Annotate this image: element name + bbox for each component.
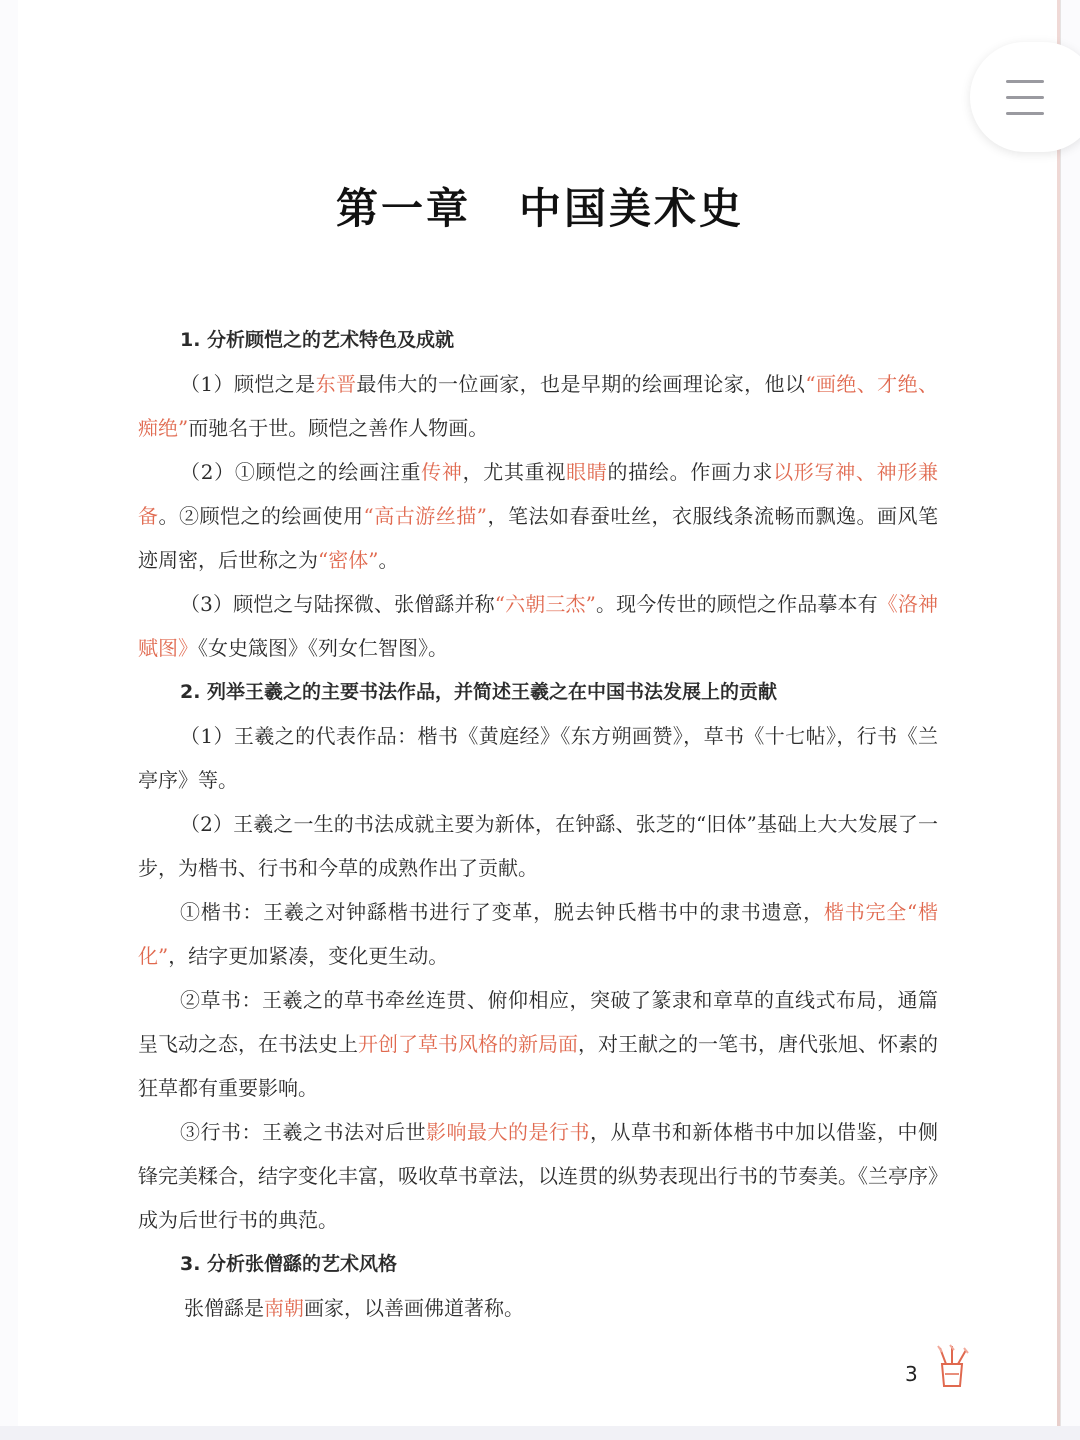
text-run: ，笔法如春蚕吐丝，衣服线条流畅而飘逸。画风笔迹周密，后世称之为 bbox=[138, 504, 939, 572]
text-run: 。现今传世的顾恺之作品摹本有 bbox=[595, 592, 878, 616]
page-content bbox=[138, 318, 938, 1330]
menu-button[interactable] bbox=[970, 42, 1080, 152]
menu-icon-bar bbox=[1006, 96, 1044, 99]
text-run: 最伟大的一位画家，也是早期的绘画理论家，他以 bbox=[356, 372, 806, 396]
text-run: ②草书：王羲之的草书牵丝连贯、俯仰相应，突破了篆隶和章草的直线式布局，通篇呈飞动之态，在书法史上 bbox=[138, 988, 938, 1056]
highlighted-text: 《洛神赋图》 bbox=[138, 592, 939, 660]
paragraph bbox=[138, 802, 938, 890]
highlighted-text: 楷书完全“楷化” bbox=[138, 900, 939, 968]
paragraph bbox=[138, 714, 938, 802]
text-run: （2）①顾恺之的绘画注重 bbox=[180, 460, 422, 484]
text-run: （2）王羲之一生的书法成就主要为新体，在钟繇、张芝的“旧体”基础上大大发展了一步，为楷书、行书和今草的成熟作出了贡献。 bbox=[138, 812, 938, 880]
section-heading: 3. 分析张僧繇的艺术风格 bbox=[180, 1253, 398, 1275]
highlighted-text: 开创了草书风格的新局面 bbox=[358, 1032, 578, 1056]
brush-pot-icon bbox=[932, 1344, 972, 1390]
text-run: ，尤其重视 bbox=[462, 460, 567, 484]
text-run: 的描绘。作画力求 bbox=[607, 460, 774, 484]
menu-icon-bar bbox=[1006, 112, 1044, 115]
highlighted-text: 南朝 bbox=[264, 1296, 304, 1320]
text-run: ，结字更加紧凑，变化更生动。 bbox=[168, 944, 449, 968]
paragraph bbox=[138, 890, 938, 978]
text-run: 。②顾恺之的绘画使用 bbox=[158, 504, 364, 528]
chapter-number: 第一章 bbox=[335, 184, 471, 233]
highlighted-text: “密体” bbox=[318, 548, 379, 572]
paragraph bbox=[138, 362, 938, 450]
text-run: ③行书：王羲之书法对后世 bbox=[180, 1120, 426, 1144]
text-run: ，对王献之的一笔书，唐代张旭、怀素的狂草都有重要影响。 bbox=[138, 1032, 938, 1100]
highlighted-text: 眼睛 bbox=[566, 460, 608, 484]
text-run: ①楷书：王羲之对钟繇楷书进行了变革，脱去钟氏楷书中的隶书遗意， bbox=[180, 900, 824, 924]
highlighted-text: 以形写神、神形兼备 bbox=[138, 460, 939, 528]
highlighted-text: 传神 bbox=[421, 460, 463, 484]
text-run: 而驰名于世。顾恺之善作人物画。 bbox=[188, 416, 489, 440]
text-run: （3）顾恺之与陆探微、张僧繇并称 bbox=[180, 592, 495, 616]
page-number: 3 bbox=[905, 1362, 918, 1386]
highlighted-text: “高古游丝描” bbox=[363, 504, 487, 528]
paragraph bbox=[138, 1110, 938, 1242]
text-run: 《女史箴图》《列女仁智图》。 bbox=[198, 636, 448, 660]
text-run: 张僧繇是 bbox=[184, 1296, 264, 1320]
bottom-strip bbox=[0, 1426, 1080, 1440]
highlighted-text: “画绝、才绝、痴绝” bbox=[138, 372, 938, 440]
text-run: ，从草书和新体楷书中加以借鉴，中侧锋完美糅合，结字变化丰富，吸收草书章法，以连贯的纵势表现出行书的节奏美。《兰亭序》成为后世行书的典范。 bbox=[138, 1120, 938, 1232]
menu-icon-bar bbox=[1006, 80, 1044, 83]
section-heading: 1. 分析顾恺之的艺术特色及成就 bbox=[180, 329, 455, 351]
highlighted-text: “六朝三杰” bbox=[494, 592, 596, 616]
highlighted-text: 影响最大的是行书 bbox=[426, 1120, 590, 1144]
paragraph bbox=[138, 1286, 938, 1330]
text-run: （1）王羲之的代表作品：楷书《黄庭经》《东方朔画赞》，草书《十七帖》，行书《兰亭序》等。 bbox=[138, 724, 938, 792]
section-heading: 2. 列举王羲之的主要书法作品，并简述王羲之在中国书法发展上的贡献 bbox=[180, 681, 778, 703]
chapter-name: 中国美术史 bbox=[519, 184, 745, 233]
highlighted-text: 东晋 bbox=[315, 372, 357, 396]
paragraph bbox=[138, 582, 938, 670]
chapter-title bbox=[0, 176, 1080, 236]
paragraph bbox=[138, 450, 938, 582]
text-run: （1）顾恺之是 bbox=[180, 372, 316, 396]
paragraph bbox=[138, 978, 938, 1110]
text-run: 。 bbox=[378, 548, 399, 572]
text-run: 画家，以善画佛道著称。 bbox=[304, 1296, 524, 1320]
